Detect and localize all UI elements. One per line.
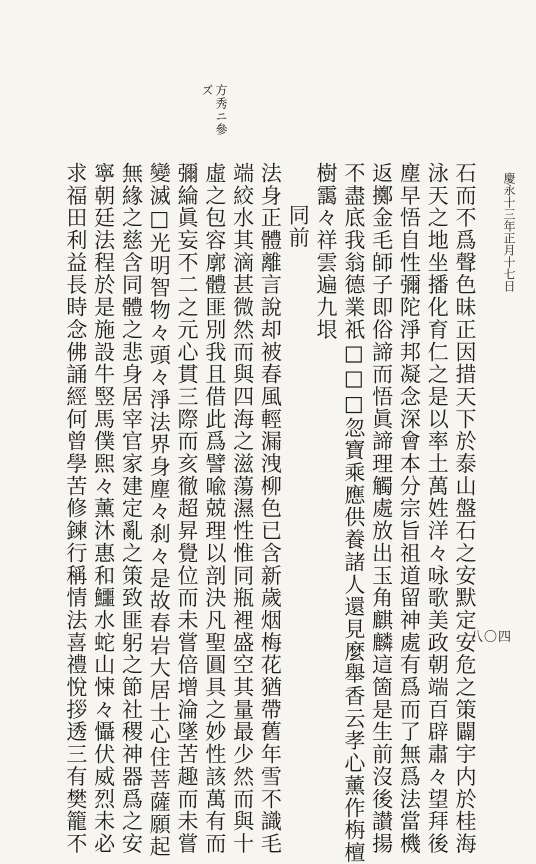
text-column-10: 虛之包容廓體匪別我且借此爲譬喩兢理以剖決凡聖圓具之妙性該萬有而 — [202, 162, 227, 855]
header-date: 慶永十三年正月十七日 — [502, 172, 516, 292]
text-column-14: 寧朝廷法程於是施設牛竪馬僕煕々薰沐惠和鱷水蛇山悚々懾伏威烈未必 — [91, 162, 116, 855]
text-column-3: 塵早悟自性彌陀淨邦凝念深會本分宗旨祖道留神處有爲而了無爲法當機 — [397, 162, 422, 855]
text-column-5: 不盡底我翁德業祇□□□忽寶乘應供養諸人還見麼舉香云孝心薰作栴檀 — [341, 162, 366, 864]
text-column-15: 求福田利益長時念佛誦經何曾學苦修鍊行稱情法喜禮悅拶透三有樊籠不 — [63, 162, 88, 855]
text-column-8: 法身正體離言說却被春風輕漏洩柳色已含新歲烟梅花猶帶舊年雪不識毛 — [258, 162, 283, 855]
text-column-11: 彌綸眞妄不二之元心貫三際而亥徹超昇覺位而未嘗倍增淪墜苦趣而未嘗 — [175, 162, 200, 855]
page-number: 八〇四 — [469, 630, 512, 645]
marginal-note-line-2: ズ — [200, 84, 214, 97]
marginal-note-line-1: 方秀ニ參 — [214, 84, 228, 136]
text-column-12: 變滅□光明智物々頭々淨法界身塵々刹々是故春岩大居士心住菩薩願起 — [147, 162, 172, 858]
text-column-9: 端絞水其滴甚微然而與四海之滋蕩濕性惟同瓶裡盛空其量最少然而與十 — [230, 162, 255, 855]
body-text-columns — [61, 162, 478, 864]
text-column-6: 樹靄々祥雲遍九垠 — [314, 162, 339, 341]
section-heading: 同前 — [286, 204, 311, 249]
text-column-13: 無緣之慈含同體之悲身居宰官家建定亂之策致匪躬之節社稷神器爲之安 — [119, 162, 144, 855]
text-column-1: 石而不爲聲色昧正因措天下於泰山盤石之安默定安危之策闢宇内於桂海 — [453, 162, 477, 855]
text-column-4: 返擲金毛師子即俗諦而悟眞諦理觸處放出玉角麒麟這箇是生前沒後讃揚 — [369, 162, 394, 855]
marginal-note — [200, 84, 228, 136]
text-column-2: 泳天之地坐播化育仁之是以率土萬姓洋々咏歌美政朝端百辟肅々望拜後 — [425, 162, 450, 855]
